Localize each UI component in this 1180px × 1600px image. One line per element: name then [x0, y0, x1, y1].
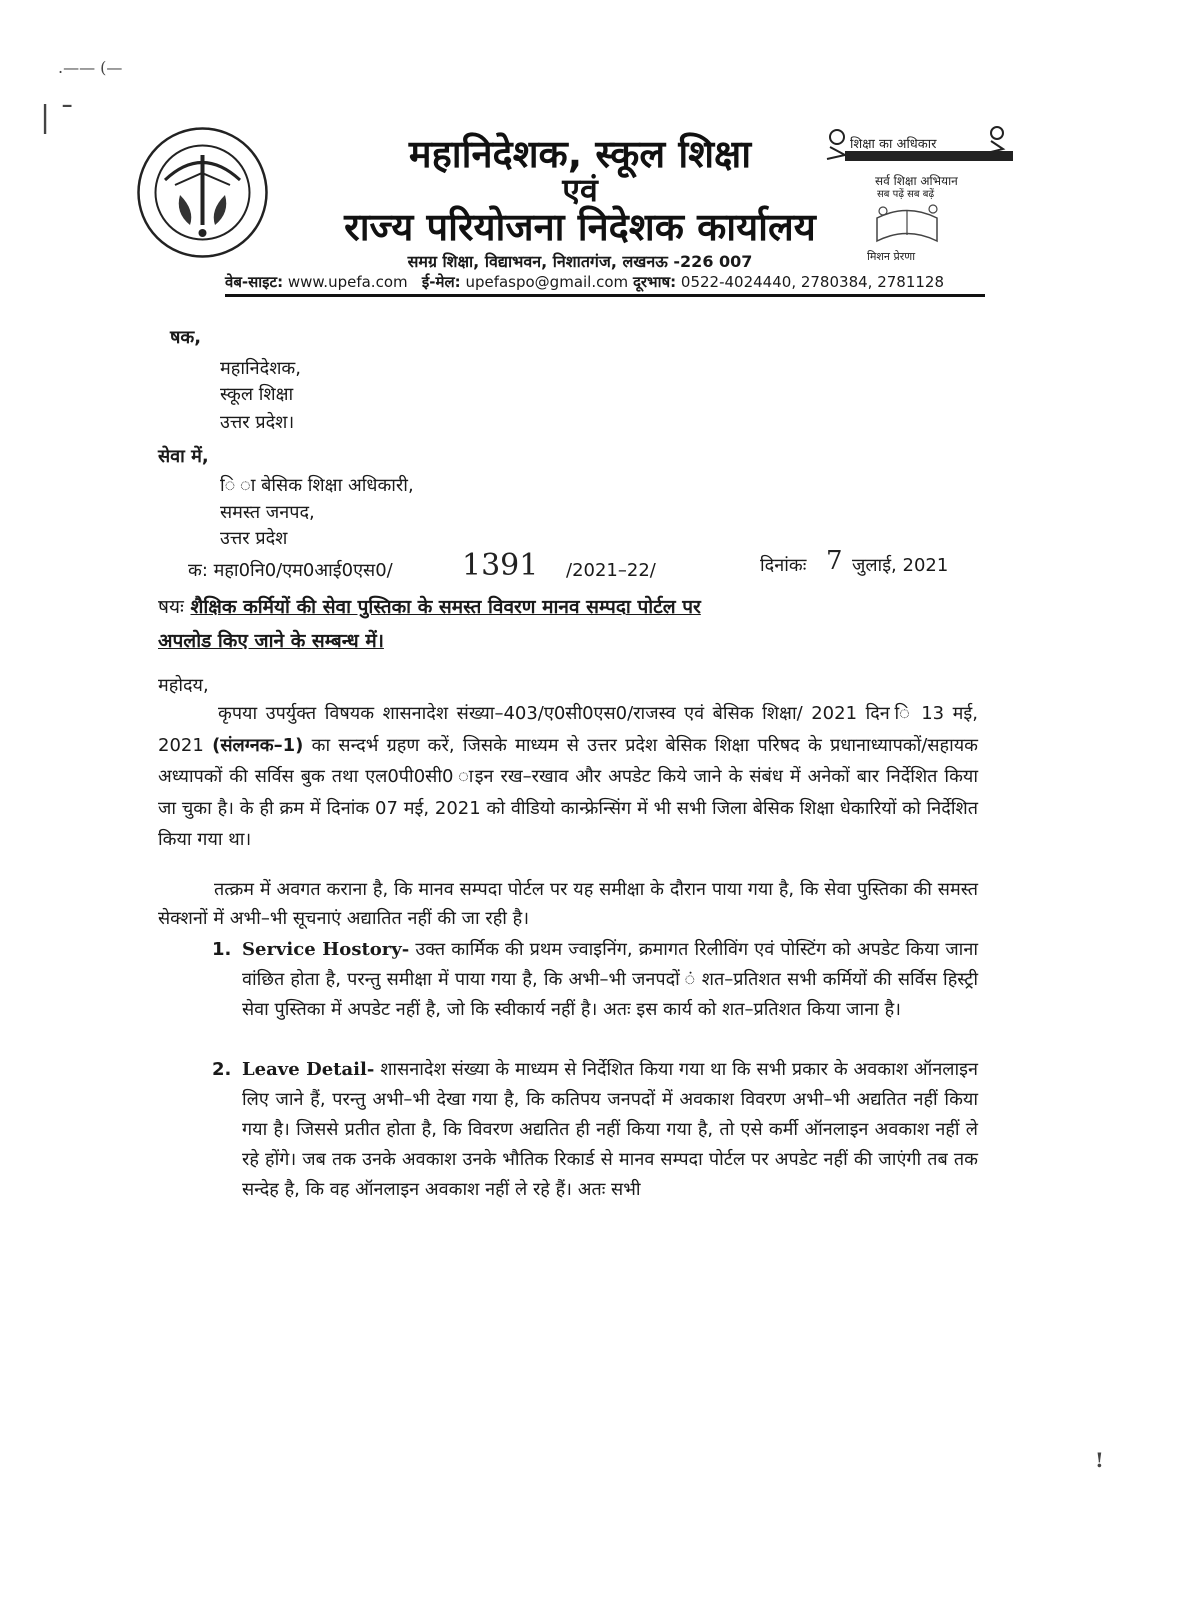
- scan-mark: .—— (—: [58, 58, 123, 77]
- paragraph-1-part-b: का सन्दर्भ ग्रहण करें, जिसके माध्यम से उत्तर प्रदेश बेसिक शिक्षा परिषद के प्रधानाध्यापकों/सहायक अध्यापकों की सर्विस बुक तथा एल0पी0सी0 ाइन रख–रखाव और अपडेट किये जाने के संबंध में अनेकों बार निर्देशित किया जा चुका है। के ही क्रम में दिनांक 07 मई, 2021 को वीडियो कान्फ्रेन्सिंग में भी सभी जिला बेसिक शिक्षा धेकारियों को निर्देशित किया गया था।: [158, 734, 979, 850]
- office-title-line3: राज्य परियोजना निदेशक कार्यालय: [344, 205, 816, 249]
- right-logo-line1: सर्व शिक्षा अभियान: [875, 174, 958, 188]
- list-item-number: 2.: [212, 1059, 232, 1080]
- office-address: समग्र शिक्षा, विद्याभवन, निशातगंज, लखनऊ -226 007: [407, 252, 753, 271]
- office-title-line2: एवं: [562, 171, 598, 209]
- letter-number-suffix: /2021–22/: [566, 560, 656, 581]
- paragraph-1: [158, 698, 978, 856]
- list-item-body: [242, 935, 978, 1025]
- list-item-text: शासनादेश संख्या के माध्यम से निर्देशित किया गया था कि सभी प्रकार के अवकाश ऑनलाइन लिए जाने हैं, परन्तु अभी–भी देखा गया है, कि कतिपय जनपदों में अवकाश विवरण अभी–भी अद्यतित नहीं किया गया है। जिससे प्रतीत होता है, कि विवरण अद्यतित ही नहीं किया गया है, तो एसे कर्मी ऑनलाइन अवकाश नहीं ले रहे होंगे। जब तक उनके अवकाश उनके भौतिक रिकार्ड से मानव सम्पदा पोर्टल पर अपडेट नहीं की जाएंगी तब तक सन्देह है, कि वह ऑनलाइन अवकाश नहीं ले रहे हैं। अतः सभी: [242, 1059, 978, 1200]
- recipient-line3: उत्तर प्रदेश: [220, 528, 288, 549]
- recipient-label: सेवा में,: [158, 446, 209, 467]
- list-item: [212, 1055, 978, 1205]
- date-value: जुलाई, 2021: [852, 555, 949, 576]
- letter-number-prefix: क: महा0नि0/एम0आई0एस0/: [188, 560, 393, 581]
- website-label: वेब-साइट:: [225, 273, 284, 291]
- up-government-emblem-icon: [135, 125, 270, 260]
- subject-label: षयः: [158, 596, 184, 618]
- scan-mark: !: [1095, 1448, 1104, 1472]
- email-link[interactable]: upefaspo@gmail.com: [465, 273, 629, 291]
- phone-numbers: 0522-4024440, 2780384, 2781128: [680, 273, 944, 291]
- paragraph-1-part-a: कृपया उपर्युक्त विषयक शासनादेश संख्या–403/ए0सी0एस0/राजस्व एवं बेसिक शिक्षा/ 2021 दिन ि 13 मई, 2021: [158, 703, 978, 756]
- right-logo-line2: सब पढ़ें सब बढ़ें: [877, 189, 935, 200]
- recipient-line1: ि ा बेसिक शिक्षा अधिकारी,: [220, 475, 414, 496]
- sender-line2: स्कूल शिक्षा: [220, 384, 294, 405]
- letter-number-handwritten: 1391: [462, 548, 539, 583]
- subject-line2: अपलोड किए जाने के सम्बन्ध में।: [158, 630, 384, 652]
- list-item-body: [242, 1055, 978, 1205]
- contact-line: [225, 272, 944, 292]
- recipient-line2: समस्त जनपद,: [220, 502, 315, 523]
- sender-label: षक,: [170, 327, 202, 348]
- list-item-text: उक्त कार्मिक की प्रथम ज्वाइनिंग, क्रमागत रिलीविंग एवं पोस्टिंग को अपडेट किया जाना वांछित होता है, परन्तु समीक्षा में पाया गया है, कि अभी–भी जनपदों ं शत–प्रतिशत सभी कर्मियों की सर्विस हिस्ट्री सेवा पुस्तिका में अपडेट नहीं है, जो कि स्वीकार्य नहीं है। अतः इस कार्य को शत–प्रतिशत किया जाना है।: [242, 939, 978, 1020]
- sender-line3: उत्तर प्रदेश।: [220, 412, 295, 433]
- header-divider: [225, 294, 985, 297]
- right-logo-title: शिक्षा का अधिकार: [850, 137, 937, 152]
- salutation: महोदय,: [158, 675, 209, 696]
- list-item-number: 1.: [212, 939, 232, 960]
- right-logo-caption: मिशन प्रेरणा: [867, 250, 916, 263]
- email-label: ई-मेल:: [421, 273, 461, 291]
- phone-label: दूरभाष:: [632, 273, 677, 291]
- list-item-title: Service Hostory-: [242, 939, 410, 960]
- list-item-title: Leave Detail-: [242, 1059, 375, 1080]
- date-day-handwritten: 7: [826, 546, 843, 576]
- subject-line1: शैक्षिक कर्मियों की सेवा पुस्तिका के समस्त विवरण मानव सम्पदा पोर्टल पर: [190, 596, 701, 618]
- annexure-reference: (संलग्नक–1): [212, 734, 304, 756]
- paragraph-2: तत्क्रम में अवगत कराना है, कि मानव सम्पदा पोर्टल पर यह समीक्षा के दौरान पाया गया है, कि सेवा पुस्तिका की समस्त सेक्शनों में अभी–भी सूचनाएं अद्यातित नहीं की जा रही है।: [158, 879, 978, 929]
- scan-mark: | ¯: [40, 100, 75, 135]
- subject: [158, 590, 978, 658]
- list-item: [212, 935, 978, 1025]
- website-link[interactable]: www.upefa.com: [287, 273, 408, 291]
- sender-line1: महानिदेशक,: [220, 358, 301, 379]
- office-title-line1: महानिदेशक, स्कूल शिक्षा: [408, 132, 752, 176]
- date-label: दिनांकः: [760, 555, 807, 576]
